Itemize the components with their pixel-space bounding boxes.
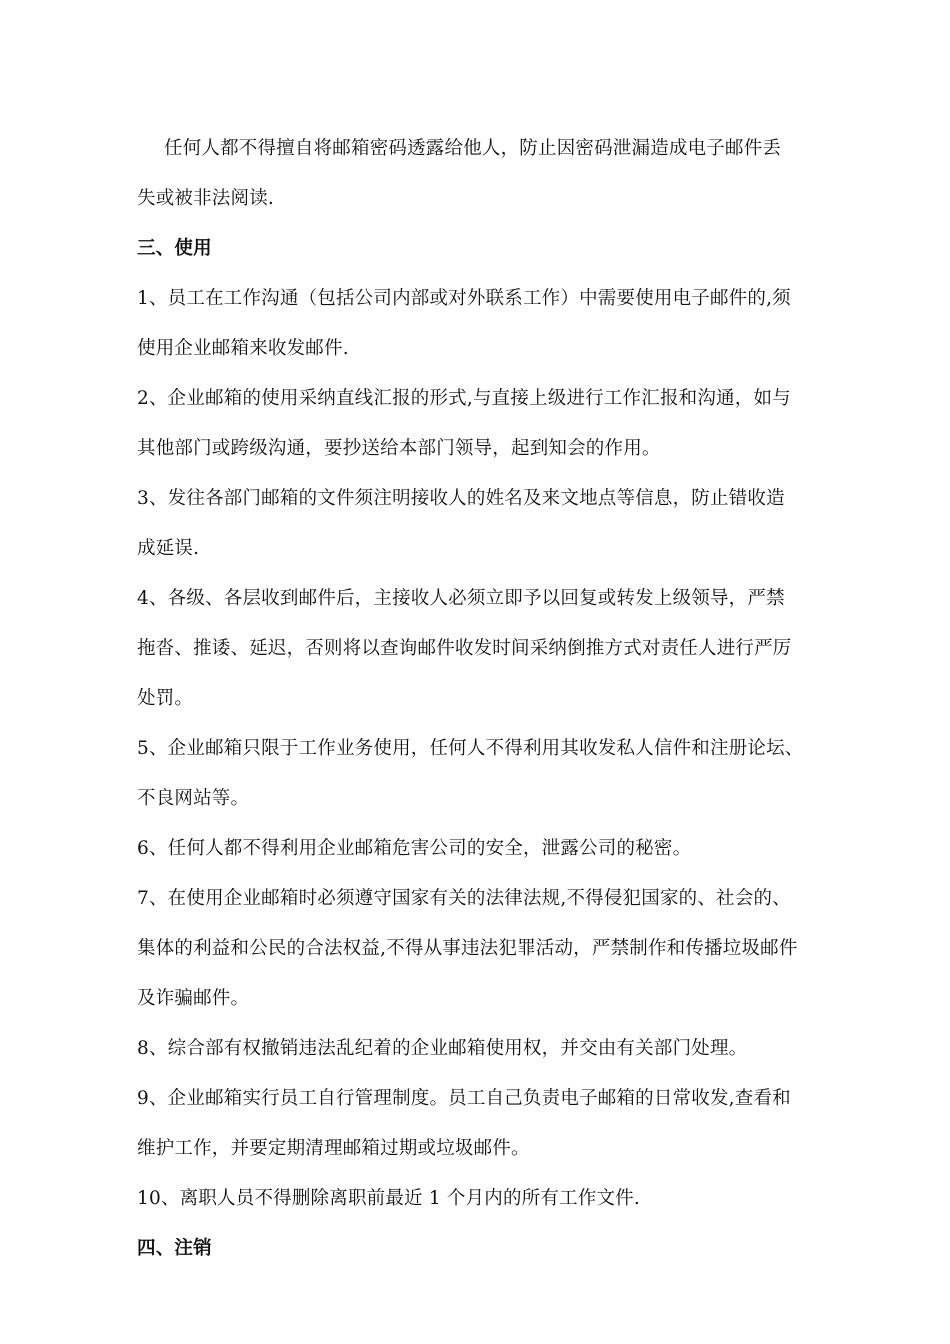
list-item-line: 8、综合部有权撤销违法乱纪着的企业邮箱使用权，并交由有关部门处理。 (137, 1038, 748, 1059)
list-item-line: 使用企业邮箱来收发邮件. (137, 338, 349, 359)
paragraph-line: 失或被非法阅读. (137, 188, 274, 209)
list-item-line: 成延误. (137, 538, 200, 559)
list-item-line: 1、员工在工作沟通（包括公司内部或对外联系工作）中需要使用电子邮件的,须 (137, 288, 791, 309)
list-item-line: 2、企业邮箱的使用采纳直线汇报的形式,与直接上级进行工作汇报和沟通，如与 (137, 388, 791, 409)
list-item-line: 其他部门或跨级沟通，要抄送给本部门领导，起到知会的作用。 (137, 438, 661, 459)
section-heading: 四、注销 (137, 1238, 212, 1259)
list-item-line: 拖沓、推诿、延迟，否则将以查询邮件收发时间采纳倒推方式对责任人进行严厉 (137, 638, 792, 659)
list-item-line: 7、在使用企业邮箱时必须遵守国家有关的法律法规,不得侵犯国家的、社会的、 (137, 888, 791, 909)
list-item-line: 10、离职人员不得删除离职前最近 1 个月内的所有工作文件. (137, 1188, 640, 1209)
list-item-line: 处罚。 (137, 688, 194, 709)
list-item-line: 5、企业邮箱只限于工作业务使用，任何人不得利用其收发私人信件和注册论坛、 (137, 738, 804, 759)
list-item-line: 及诈骗邮件。 (137, 988, 250, 1009)
list-item-line: 9、企业邮箱实行员工自行管理制度。员工自己负责电子邮箱的日常收发,查看和 (137, 1088, 791, 1109)
list-item-line: 维护工作，并要定期清理邮箱过期或垃圾邮件。 (137, 1138, 530, 1159)
list-item-line: 3、发往各部门邮箱的文件须注明接收人的姓名及来文地点等信息，防止错收造 (137, 488, 785, 509)
section-heading: 三、使用 (137, 238, 212, 259)
list-item-line: 4、各级、各层收到邮件后，主接收人必须立即予以回复或转发上级领导，严禁 (137, 588, 785, 609)
paragraph-line: 任何人都不得擅自将邮箱密码透露给他人，防止因密码泄漏造成电子邮件丢 (164, 138, 782, 159)
list-item-line: 集体的利益和公民的合法权益,不得从事违法犯罪活动，严禁制作和传播垃圾邮件 (137, 938, 798, 959)
list-item-line: 不良网站等。 (137, 788, 250, 809)
list-item-line: 6、任何人都不得利用企业邮箱危害公司的安全，泄露公司的秘密。 (137, 838, 692, 859)
